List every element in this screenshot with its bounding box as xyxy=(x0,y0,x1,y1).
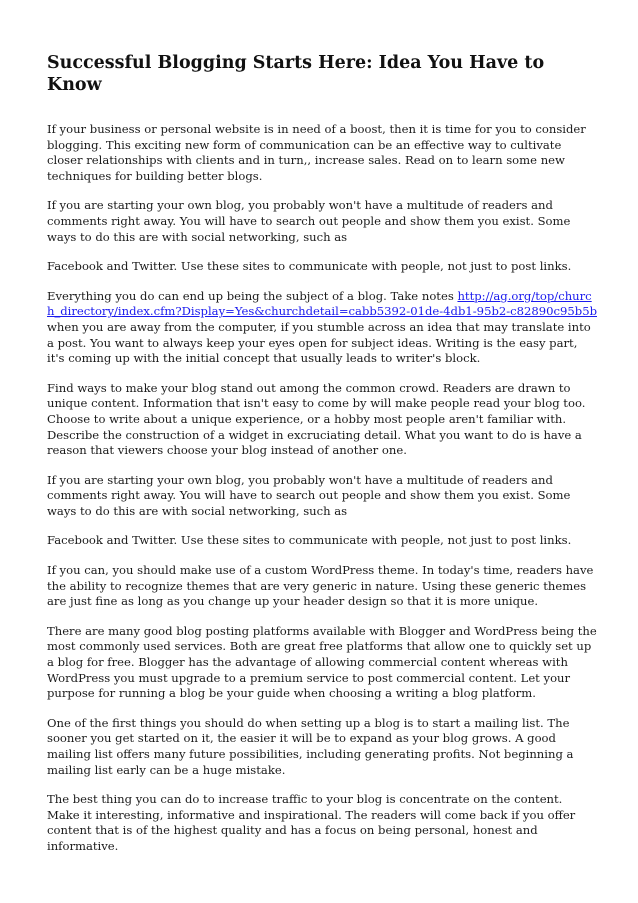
paragraph-mailing-list: One of the first things you should do when setting up a blog is to start a mailing list. The sooner you get started on it, the easier it will be to expand as your blog grows. A good mailing list offers many future possibilities, including generating profits. Not beginning a mailing list early can be a huge mistake. xyxy=(47,715,574,777)
paragraph-social-sites: Facebook and Twitter. Use these sites to communicate with people, not just to post links. xyxy=(47,259,572,274)
paragraph-platforms: There are many good blog posting platforms available with Blogger and WordPress being the most commonly used services. Both are great free platforms that allow one to quickly set up a blog for free. Blogger has the advantage of allowing commercial content whereas with WordPress you must upgrade to a premium service to post commercial content. Let your purpose for running a blog be your guide when choosing a writing a blog platform. xyxy=(47,623,597,701)
church-directory-link[interactable]: http://ag.org/top/church_directory/index.cfm?Display=Yes&churchdetail=cabb5392-01de-4db1-95b2-c82890c95b5b xyxy=(47,288,597,319)
page-title: Successful Blogging Starts Here: Idea You Have to Know xyxy=(47,53,545,95)
take-notes-text-continued: when you are away from the computer, if you stumble across an idea that may translate into a post. You want to always keep your eyes open for subject ideas. Writing is the easy part, it's coming up with the initial concept that usually leads to writer's block. xyxy=(47,319,591,366)
paragraph-intro: If your business or personal website is in need of a boost, then it is time for you to consider blogging. This exciting new form of communication can be an effective way to cultivate closer relationships with clients and in turn,, increase sales. Read on to learn some new techniques for building better blogs. xyxy=(47,122,586,183)
take-notes-text: Everything you do can end up being the subject of a blog. Take notes xyxy=(47,288,458,303)
paragraph-stand-out: Find ways to make your blog stand out among the common crowd. Readers are drawn to unique content. Information that isn't easy to come by will make people read your blog too. Choose to write about a unique experience, or a hobby most people aren't familiar with. Describe the construction of a widget in excruciating detail. What you want to do is have a reason that viewers choose your blog instead of another one. xyxy=(47,380,586,458)
paragraph-social-sites-repeat: Facebook and Twitter. Use these sites to communicate with people, not just to post links. xyxy=(47,533,572,548)
paragraph-wordpress-theme: If you can, you should make use of a custom WordPress theme. In today's time, readers have the ability to recognize themes that are very generic in nature. Using these generic themes are just fine as long as you change up your header design so that it is more unique. xyxy=(47,563,594,609)
paragraph-content-focus: The best thing you can do to increase traffic to your blog is concentrate on the content. Make it interesting, informative and inspirational. The readers will come back if you offer content that is of the highest quality and has a focus on being personal, honest and informative. xyxy=(47,792,576,853)
paragraph-take-notes xyxy=(47,289,598,367)
paragraph-starting-blog-repeat: If you are starting your own blog, you probably won't have a multitude of readers and comments right away. You will have to search out people and show them you exist. Some ways to do this are with social networking, such as xyxy=(47,472,571,518)
paragraph-starting-blog: If you are starting your own blog, you probably won't have a multitude of readers and comments right away. You will have to search out people and show them you exist. Some ways to do this are with social networking, such as xyxy=(47,198,571,244)
